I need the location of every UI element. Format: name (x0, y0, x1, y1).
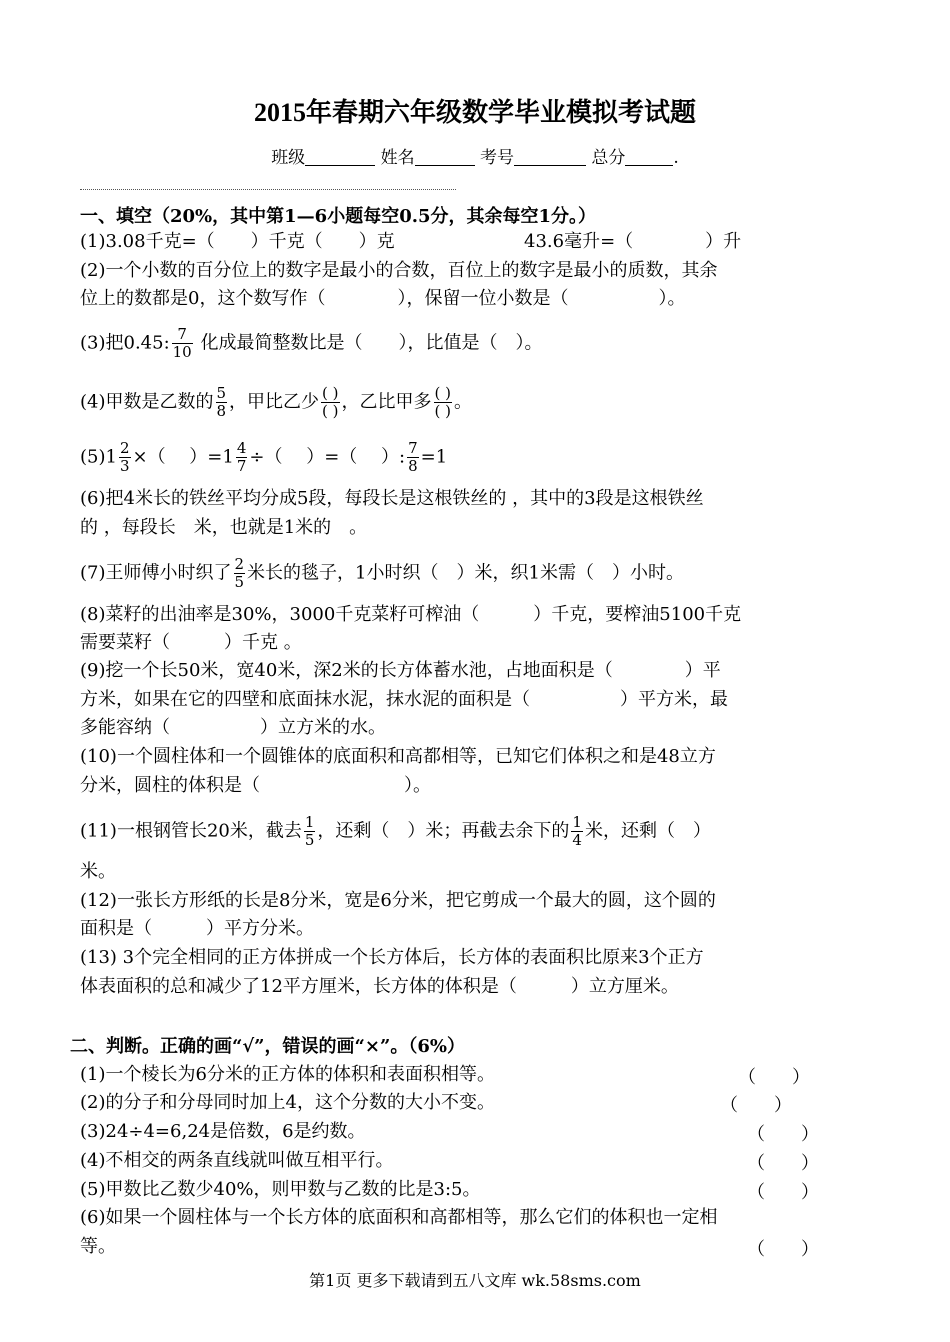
judge-item-6: (6)如果一个圆柱体与一个长方体的底面积和高都相等，那么它们的体积也一定相 (80, 1207, 718, 1228)
q11-text-b: ，还剩（ ）米；再截去余下的 (317, 820, 570, 842)
q7-fraction-numerator: 2 (234, 555, 245, 573)
judge-item-3: (3)24÷4=6,24是倍数，6是约数。 (80, 1121, 366, 1142)
judge-answer-5[interactable]: （ ） (747, 1182, 819, 1203)
judge-answer-3[interactable]: （ ） (747, 1124, 819, 1145)
q4-text-a: (4)甲数是乙数的 (80, 391, 214, 413)
q4-blank-denominator-1: ( ) (322, 402, 339, 420)
q7-text-b: 米长的毯子，1小时织（ ）米，织1米需（ ）小时。 (247, 562, 684, 584)
name-label: 姓名 (380, 148, 415, 168)
q5-text-b: ×（ ）=1 (132, 446, 234, 468)
q5-text-d: =1 (420, 446, 448, 468)
name-blank (415, 149, 475, 166)
q3-text-a: (3)把0.45: (80, 332, 170, 354)
q4-blank-numerator-2: ( ) (434, 384, 452, 402)
q5-fraction-3 (407, 440, 419, 475)
q5-fraction-1 (119, 440, 131, 475)
total-label: 总分 (591, 148, 626, 168)
section2-heading: 二、判断。正确的画“√”，错误的画“×”。（6%） (70, 1036, 465, 1057)
q6-line-b: 的 ，每段长 米，也就是1米的 。 (80, 517, 368, 538)
q1-line-b: 43.6毫升=（ ）升 (524, 231, 742, 252)
q5-line (80, 440, 447, 475)
page-footer: 第1页 更多下载请到五八文库 wk.58sms.com (309, 1271, 641, 1290)
q2-line-b: 位上的数都是0，这个数写作（ ），保留一位小数是（ ）。 (80, 288, 686, 309)
judge-item-6-cont: 等。 (80, 1236, 116, 1257)
q7-line (80, 556, 684, 591)
q4-text-c: ，乙比甲多 (341, 391, 432, 413)
q5-text-a: (5)1 (80, 446, 117, 468)
judge-item-5: (5)甲数比乙数少40%，则甲数与乙数的比是3:5。 (80, 1179, 481, 1200)
q10-line-b: 分米，圆柱的体积是（ ）。 (80, 775, 431, 796)
judge-answer-4[interactable]: （ ） (747, 1153, 819, 1174)
q11-line-b: 米。 (80, 861, 116, 882)
q12-line-a: (12)一张长方形纸的长是8分米，宽是6分米，把它剪成一个最大的圆，这个圆的 (80, 890, 716, 911)
q11-text-c: 米，还剩（ ） (584, 820, 711, 842)
class-label: 班级 (271, 148, 306, 168)
q11-text-a: (11)一根钢管长20米，截去 (80, 820, 302, 842)
q4-text-d: 。 (454, 391, 473, 413)
q11-fraction-2-denominator: 4 (572, 831, 582, 849)
class-blank (305, 149, 375, 166)
q5-fraction-2-denominator: 7 (236, 457, 247, 475)
q9-line-c: 多能容纳（ ）立方米的水。 (80, 717, 386, 738)
q11-fraction-1 (304, 814, 316, 849)
q5-text-c: ÷（ ）=（ ）: (249, 446, 406, 468)
q2-line-a: (2)一个小数的百分位上的数字是最小的合数，百位上的数字是最小的质数，其余 (80, 260, 718, 281)
q5-fraction-2 (236, 440, 248, 475)
q5-fraction-1-denominator: 3 (119, 457, 130, 475)
judge-answer-1[interactable]: （ ） (738, 1067, 810, 1088)
q4-fraction-numerator: 5 (216, 384, 227, 402)
judge-item-4: (4)不相交的两条直线就叫做互相平行。 (80, 1150, 394, 1171)
q11-line-a (80, 814, 711, 849)
exam-no-blank (514, 149, 586, 166)
q5-fraction-3-numerator: 7 (408, 439, 418, 457)
dotted-divider (80, 189, 456, 190)
q1-line-a: (1)3.08千克=（ ）千克（ ）克 (80, 231, 395, 252)
q11-fraction-2 (571, 814, 583, 849)
q13-line-b: 体表面积的总和减少了12平方厘米，长方体的体积是（ ）立方厘米。 (80, 976, 679, 997)
q9-line-b: 方米，如果在它的四壁和底面抹水泥，抹水泥的面积是（ ）平方米，最 (80, 689, 728, 710)
page-title: 2015年春期六年级数学毕业模拟考试题 (253, 98, 696, 127)
q8-line-a: (8)菜籽的出油率是30%，3000千克菜籽可榨油（ ）千克，要榨油5100千克 (80, 604, 742, 625)
q11-fraction-1-numerator: 1 (304, 813, 315, 831)
q4-blank-fraction-2 (434, 385, 452, 420)
judge-answer-6[interactable]: （ ） (747, 1239, 819, 1260)
q4-fraction-denominator: 8 (216, 402, 227, 420)
q3-fraction (172, 326, 193, 361)
q5-fraction-2-numerator: 4 (236, 439, 247, 457)
total-blank (625, 149, 673, 166)
judge-item-2: (2)的分子和分母同时加上4，这个分数的大小不变。 (80, 1092, 495, 1113)
q7-fraction-denominator: 5 (234, 573, 245, 591)
q4-blank-numerator-1: ( ) (322, 384, 339, 402)
q4-blank-denominator-2: ( ) (434, 402, 452, 420)
q9-line-a: (9)挖一个长50米，宽40米，深2米的长方体蓄水池，占地面积是（ ）平 (80, 660, 721, 681)
q4-fraction (216, 385, 228, 420)
student-info-line (0, 143, 950, 168)
q11-fraction-2-numerator: 1 (572, 813, 582, 831)
q3-line (80, 326, 542, 361)
q13-line-a: (13) 3个完全相同的正方体拼成一个长方体后，长方体的表面积比原来3个正方 (80, 947, 704, 968)
section1-heading: 一、填空（20%，其中第1—6小题每空0.5分，其余每空1分。） (80, 206, 597, 227)
q5-fraction-3-denominator: 8 (408, 457, 418, 475)
q5-fraction-1-numerator: 2 (119, 439, 130, 457)
judge-item-1: (1)一个棱长为6分米的正方体的体积和表面积相等。 (80, 1064, 495, 1085)
q12-line-b: 面积是（ ）平方分米。 (80, 918, 314, 939)
q3-fraction-numerator: 7 (172, 326, 193, 344)
q4-line (80, 385, 472, 420)
q3-fraction-denominator: 10 (172, 343, 192, 361)
end-mark: . (673, 148, 679, 168)
q11-fraction-1-denominator: 5 (304, 831, 315, 849)
q6-line-a: (6)把4米长的铁丝平均分成5段，每段长是这根铁丝的 ，其中的3段是这根铁丝 (80, 488, 704, 509)
q4-blank-fraction-1 (321, 385, 339, 420)
q10-line-a: (10)一个圆柱体和一个圆锥体的底面积和高都相等，已知它们体积之和是48立方 (80, 746, 716, 767)
q3-text-b: 化成最简整数比是（ ），比值是（ ）。 (194, 332, 543, 354)
q7-text-a: (7)王师傅小时织了 (80, 562, 232, 584)
judge-answer-2[interactable]: （ ） (720, 1095, 792, 1116)
q7-fraction (234, 556, 246, 591)
q8-line-b: 需要菜籽（ ）千克 。 (80, 632, 302, 653)
exam-no-label: 考号 (480, 148, 514, 168)
q4-text-b: ，甲比乙少 (229, 391, 320, 413)
